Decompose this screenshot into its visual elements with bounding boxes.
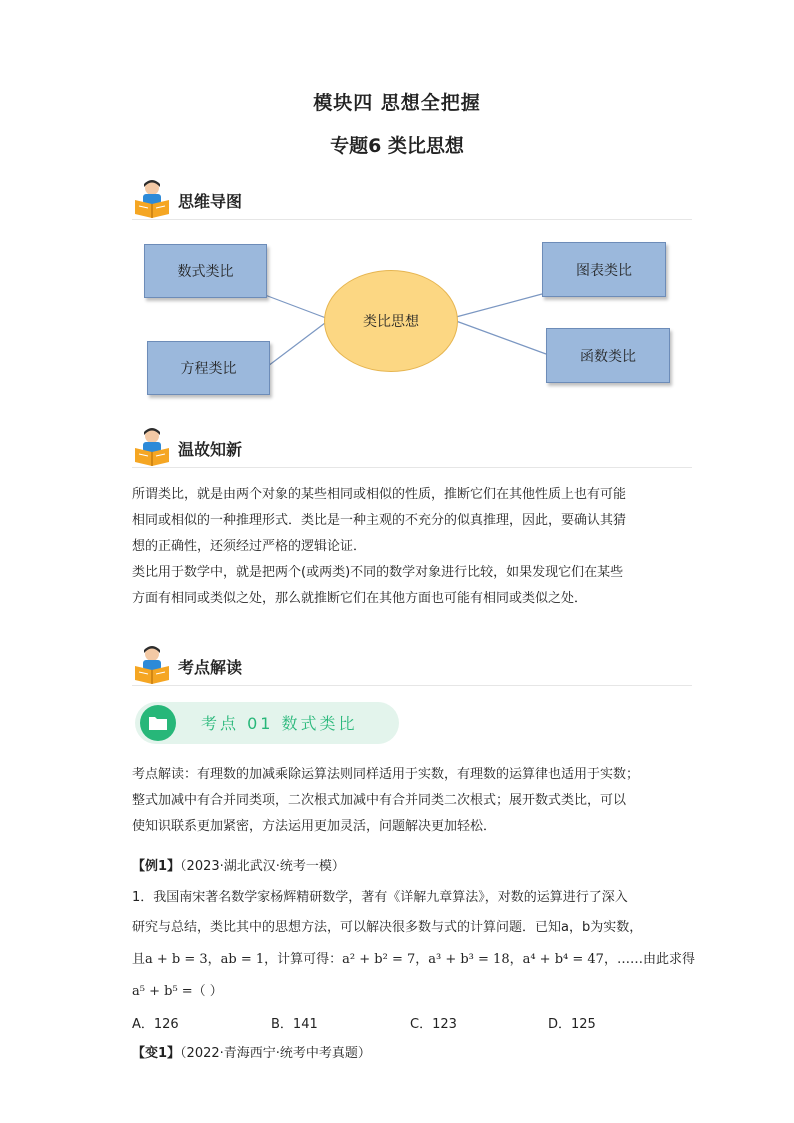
node-right-bottom: 函数类比 (546, 328, 670, 383)
topic-line: 使知识联系更加紧密，方法运用更加灵活，问题解决更加轻松． (132, 819, 497, 834)
reader-icon (132, 426, 172, 466)
question-line: a⁵ + b⁵ =（ ） (132, 984, 223, 999)
section-title: 温故知新 (178, 440, 243, 459)
folder-icon (140, 705, 176, 741)
node-left-bottom: 方程类比 (147, 341, 270, 395)
option-c: C．123 (410, 1017, 457, 1032)
option-d: D．125 (548, 1017, 596, 1032)
question-line: 研究与总结，类比其中的思想方法，可以解决很多数与式的计算问题．已知a，b为实数， (132, 920, 643, 935)
example-heading (132, 857, 345, 877)
question-line: 1．我国南宋著名数学家杨辉精研数学，著有《详解九章算法》，对数的运算进行了深入 (132, 890, 628, 905)
review-line: 相同或相似的一种推理形式．类比是一种主观的不充分的似真推理，因此，要确认其猜 (132, 513, 627, 528)
badge-label: 考点 01 数式类比 (201, 714, 358, 733)
review-line: 想的正确性，还须经过严格的逻辑论证． (132, 539, 367, 554)
topic-title: 专题6 类比思想 (330, 135, 464, 157)
review-line: 类比用于数学中，就是把两个(或两类)不同的数学对象进行比较，如果发现它们在某些 (132, 565, 624, 580)
node-center: 类比思想 (324, 270, 458, 372)
node-right-top: 图表类比 (542, 242, 666, 297)
reader-icon (132, 644, 172, 684)
question-line: 且a + b = 3，ab = 1，计算可得：a² + b² = 7，a³ + b³ = 18，a⁴ + b⁴ = 47，……由此求得 (132, 952, 695, 967)
review-paragraph (132, 482, 692, 612)
topic-badge (135, 702, 399, 744)
variant-heading (132, 1044, 371, 1064)
topic-line: 考点解读：有理数的加减乘除运算法则同样适用于实数，有理数的运算律也适用于实数； (132, 767, 640, 782)
module-title: 模块四 思想全把握 (313, 92, 481, 114)
section-title: 思维导图 (178, 192, 243, 211)
option-a: A．126 (132, 1017, 179, 1032)
section-analysis-header (132, 652, 692, 686)
review-line: 所谓类比，就是由两个对象的某些相同或相似的性质，推断它们在其他性质上也有可能 (132, 487, 627, 502)
node-left-top: 数式类比 (144, 244, 267, 298)
topic-line: 整式加减中有合并同类项，二次根式加减中有合并同类二次根式；展开数式类比，可以 (132, 793, 627, 808)
variant-source: （2022·青海西宁·统考中考真题） (180, 1046, 371, 1061)
example-tag: 【例1】 (132, 859, 181, 874)
option-b: B．141 (271, 1017, 318, 1032)
section-review-header (132, 434, 692, 468)
variant-tag: 【变1】 (132, 1046, 181, 1061)
section-title: 考点解读 (178, 658, 243, 677)
example-source: （2023·湖北武汉·统考一模） (180, 859, 345, 874)
review-line: 方面有相同或类似之处，那么就推断它们在其他方面也可能有相同或类似之处． (132, 591, 588, 606)
topic-paragraph (132, 762, 692, 840)
